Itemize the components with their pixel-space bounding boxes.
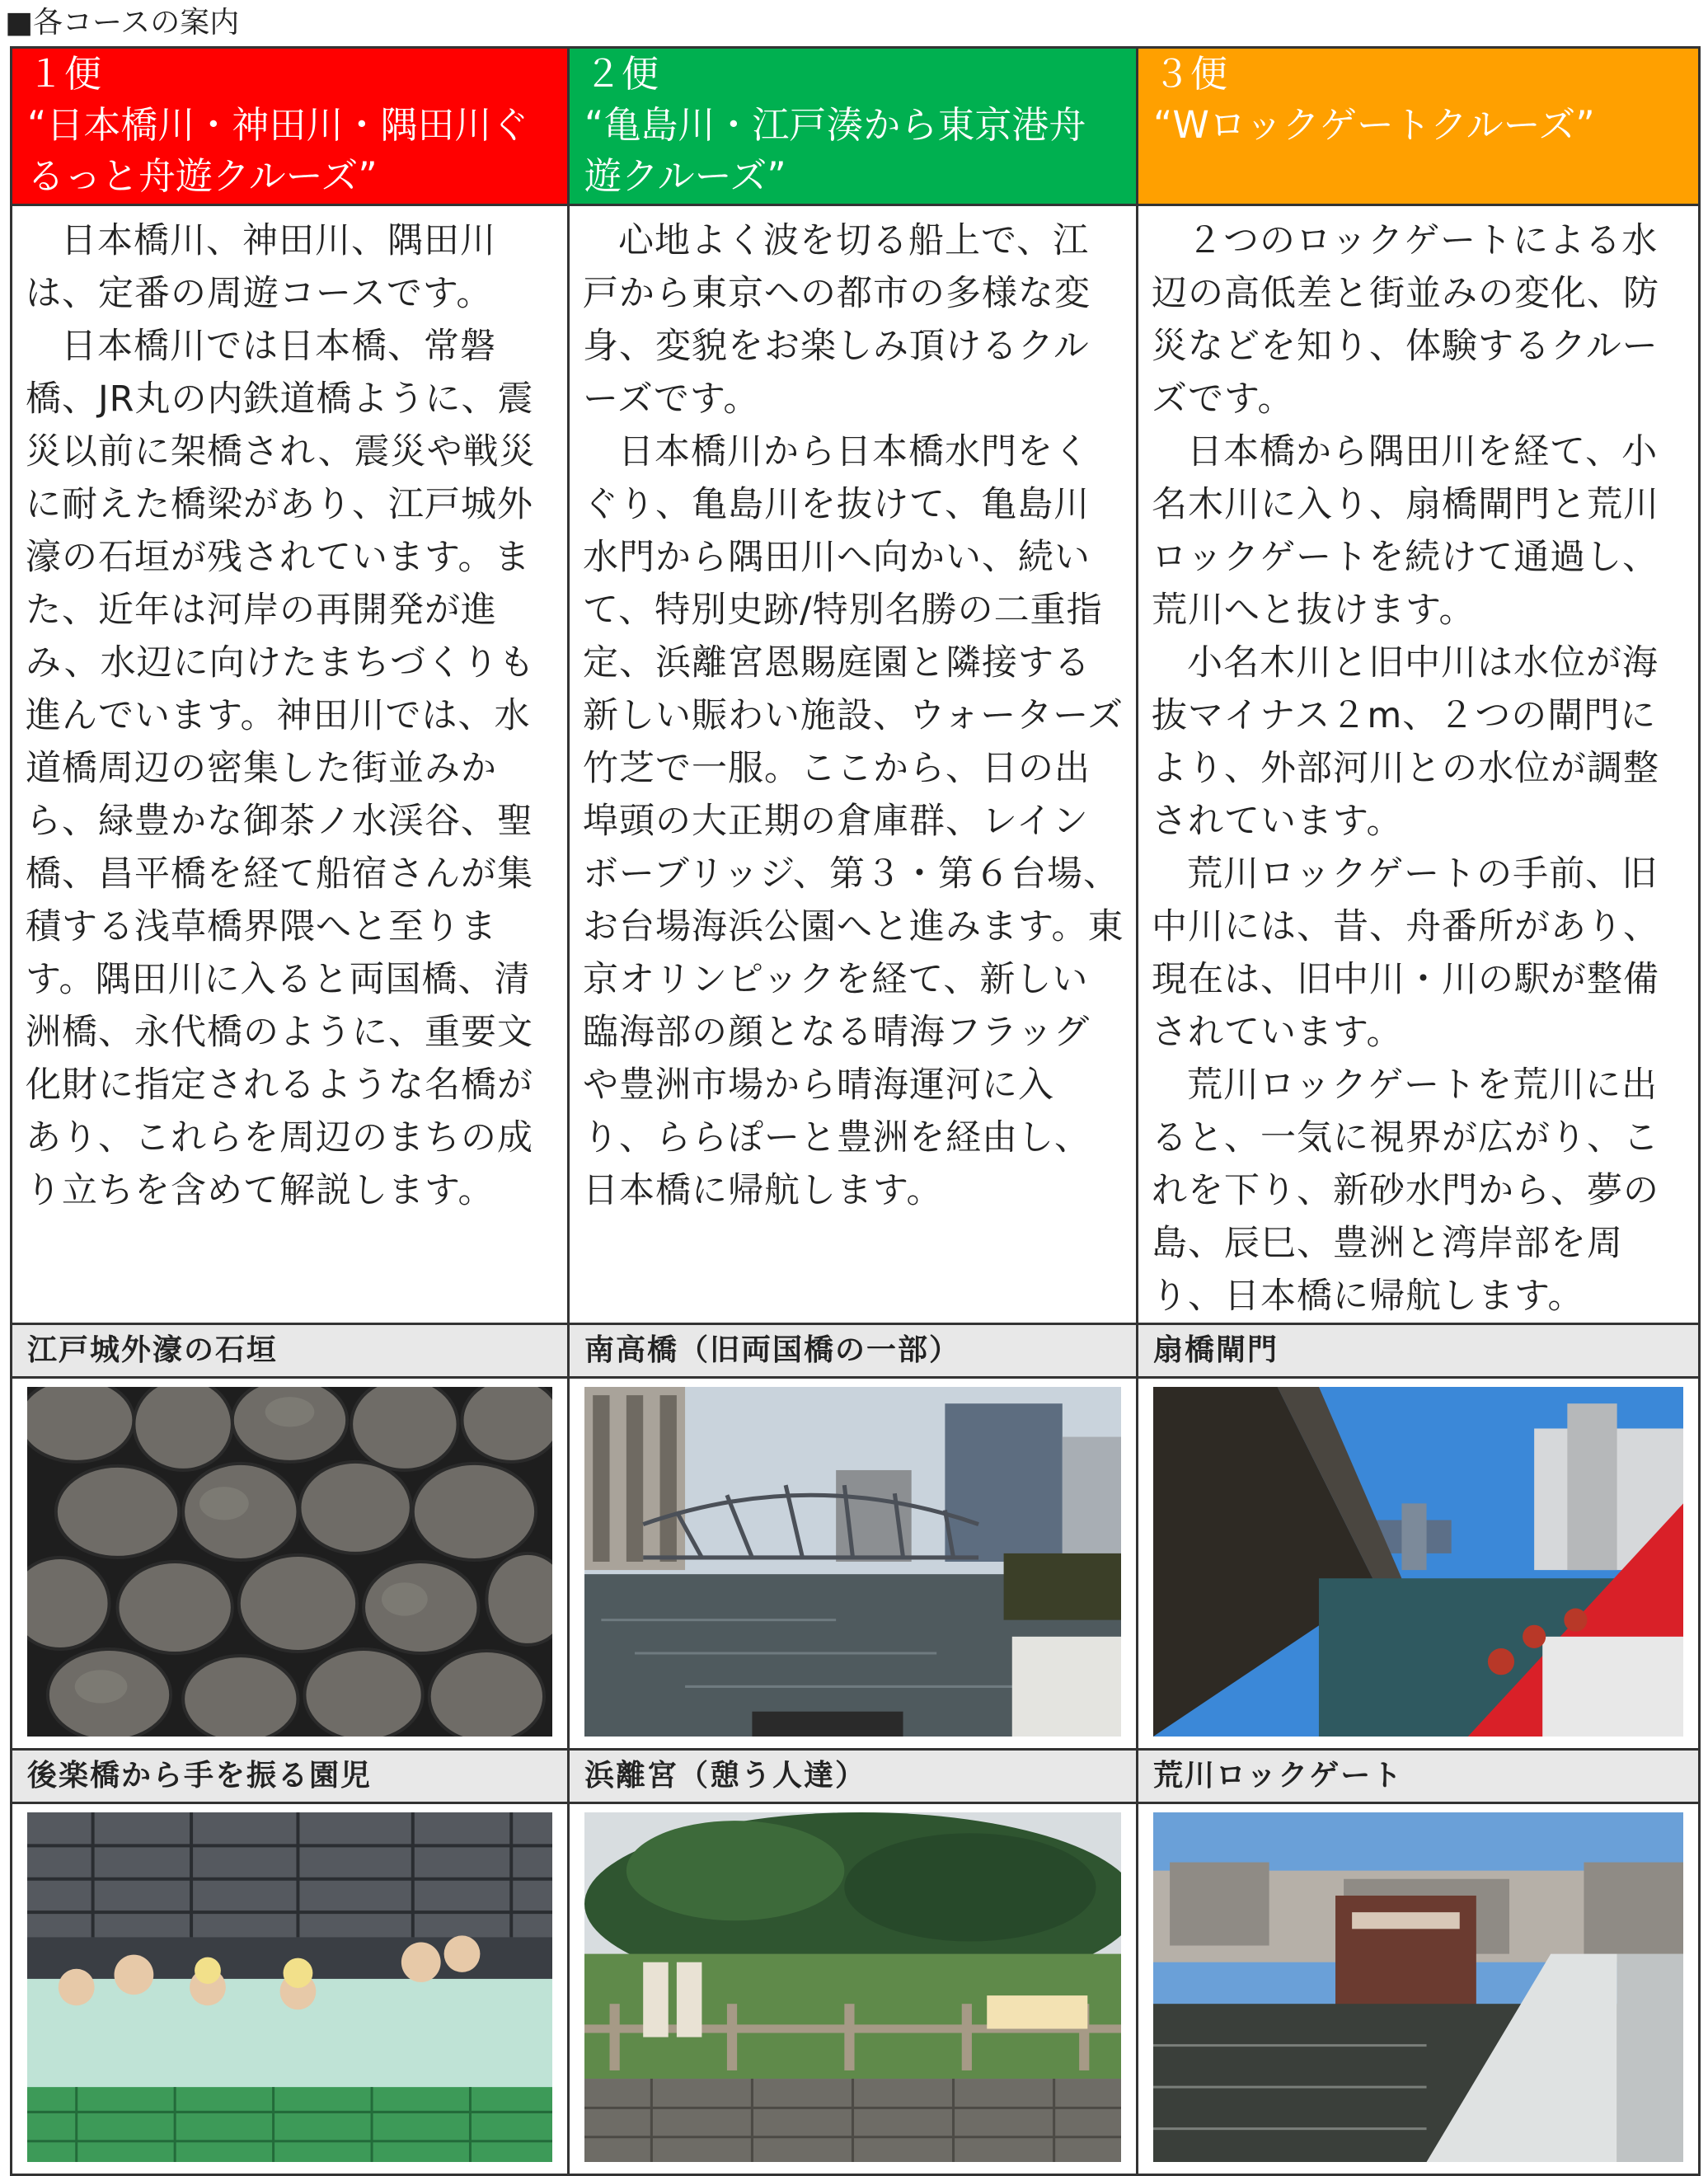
course-1-paragraph: 日本橋川、神田川、隅田川は、定番の周遊コースです。 bbox=[26, 220, 496, 314]
page-heading: ■各コースの案内 bbox=[5, 6, 240, 40]
course-1-title: “日本橋川・神田川・隅田川ぐるっと舟遊クルーズ” bbox=[27, 103, 529, 198]
photo-row-2 bbox=[12, 1803, 1700, 2175]
kindergarten-bridge-photo bbox=[27, 1812, 552, 2162]
course-1-number: １便 bbox=[27, 52, 102, 96]
photo-caption: 後楽橋から手を振る園児 bbox=[12, 1750, 569, 1803]
course-3-paragraph: ２つのロックゲートによる水辺の高低差と街並みの変化、防災などを知り、体験するクルーズです。 bbox=[1152, 220, 1659, 420]
course-2-header bbox=[569, 48, 1138, 205]
course-header-row bbox=[12, 48, 1700, 205]
course-3-number: ３便 bbox=[1153, 52, 1228, 96]
course-3-description bbox=[1138, 205, 1700, 1324]
course-2-number: ２便 bbox=[584, 52, 659, 96]
hamarikyu-garden-photo bbox=[584, 1812, 1121, 2162]
course-3-paragraph: 小名木川と旧中川は水位が海抜マイナス２m、２つの閘門により、外部河川との水位が調整されています。 bbox=[1152, 642, 1659, 842]
course-3-title: “Wロックゲートクルーズ” bbox=[1153, 103, 1595, 147]
photo-caption: 扇橋閘門 bbox=[1138, 1324, 1700, 1378]
course-description-row bbox=[12, 205, 1700, 1324]
course-2-paragraph: 日本橋川から日本橋水門をくぐり、亀島川を抜けて、亀島川水門から隅田川へ向かい、続いて、特別史跡/特別名勝の二重指定、浜離宮恩賜庭園と隣接する新しい賑わい施設、ウォーターズ竹芝で一服。ここから、日の出埠頭の大正期の倉庫群、レインボーブリッジ、第３・第６台場、お台場海浜公園へと進みます。東京オリンピックを経て、新しい臨海部の顔となる晴海フラッグや豊洲市場から晴海運河に入り、ららぽーと豊洲を経由し、日本橋に帰航します。 bbox=[583, 431, 1124, 1211]
caption-row-1 bbox=[12, 1324, 1700, 1378]
course-1-paragraph: 日本橋川では日本橋、常磐橋、JR丸の内鉄道橋ように、震災以前に架橋され、震災や戦災に耐えた橋梁があり、江戸城外濠の石垣が残されています。また、近年は河岸の再開発が進み、水辺に向けたまちづくりも進んでいます。神田川では、水道橋周辺の密集した街並みから、緑豊かな御茶ノ水渓谷、聖橋、昌平橋を経て船宿さんが集積する浅草橋界隈へと至ります。隅田川に入ると両国橋、清洲橋、永代橋のように、重要文化財に指定されるような名橋があり、これらを周辺のまちの成り立ちを含めて解説します。 bbox=[26, 326, 536, 1211]
photo-row-1 bbox=[12, 1378, 1700, 1750]
caption-row-2 bbox=[12, 1750, 1700, 1803]
bridge-river-photo bbox=[584, 1387, 1121, 1737]
arakawa-lock-gate-photo bbox=[1153, 1812, 1683, 2162]
photo-caption: 荒川ロックゲート bbox=[1138, 1750, 1700, 1803]
course-table bbox=[10, 46, 1701, 2176]
lock-gate-photo bbox=[1153, 1387, 1683, 1737]
course-1-header bbox=[12, 48, 569, 205]
course-1-description bbox=[12, 205, 569, 1324]
course-3-paragraph: 荒川ロックゲートの手前、旧中川には、昔、舟番所があり、現在は、旧中川・川の駅が整備されています。 bbox=[1152, 853, 1659, 1053]
course-2-paragraph: 心地よく波を切る船上で、江戸から東京への都市の多様な変身、変貌をお楽しみ頂けるクルーズです。 bbox=[583, 220, 1091, 420]
photo-caption: 浜離宮（憩う人達） bbox=[569, 1750, 1138, 1803]
course-3-paragraph: 日本橋から隅田川を経て、小名木川に入り、扇橋閘門と荒川ロックゲートを続けて通過し、荒川へと抜けます。 bbox=[1152, 431, 1659, 631]
course-2-description bbox=[569, 205, 1138, 1324]
course-2-title: “亀島川・江戸湊から東京港舟遊クルーズ” bbox=[584, 103, 1086, 198]
photo-caption: 江戸城外濠の石垣 bbox=[12, 1324, 569, 1378]
course-3-header bbox=[1138, 48, 1700, 205]
course-3-paragraph: 荒川ロックゲートを荒川に出ると、一気に視界が広がり、これを下り、新砂水門から、夢の島、辰巳、豊洲と湾岸部を周り、日本橋に帰航します。 bbox=[1152, 1065, 1659, 1317]
photo-caption: 南高橋（旧両国橋の一部） bbox=[569, 1324, 1138, 1378]
stone-wall-photo bbox=[27, 1387, 552, 1737]
